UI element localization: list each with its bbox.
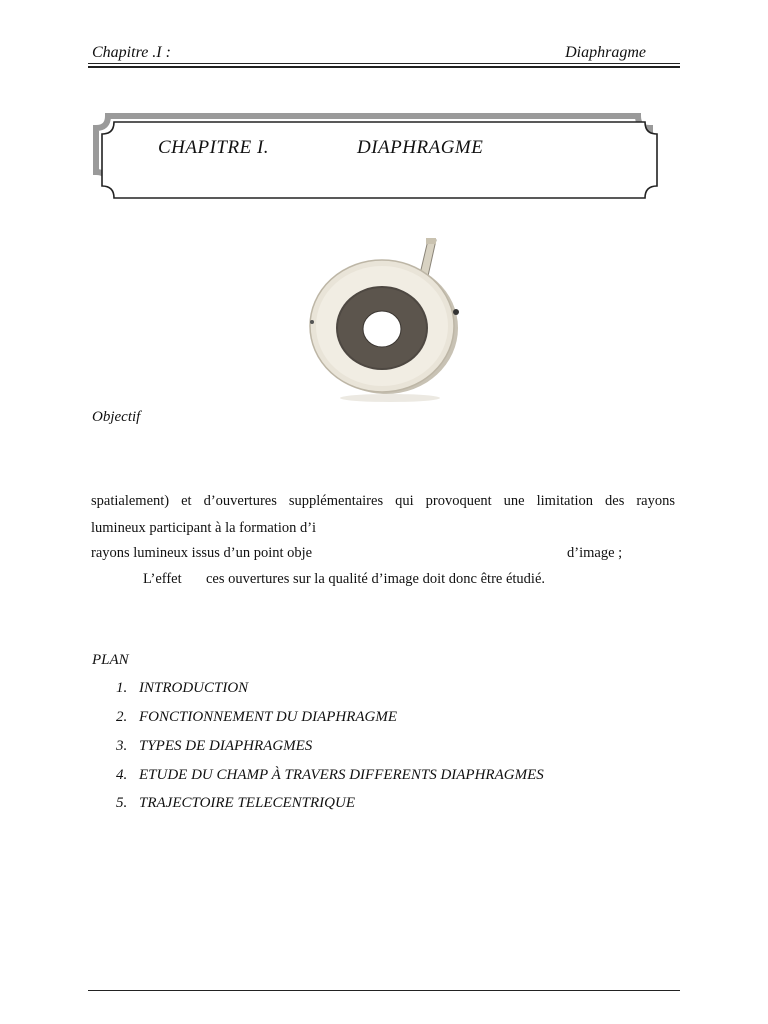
section-label-objectif: Objectif xyxy=(92,409,141,425)
plan-item xyxy=(116,709,397,726)
plan-item-number: 4. xyxy=(116,767,128,783)
plan-item xyxy=(116,767,544,784)
body-text-line: rayons lumineux issus d’un point obje xyxy=(91,545,313,561)
iris-diaphragm-photo xyxy=(300,232,470,409)
header-rule-thick xyxy=(88,66,680,68)
plan-item-number: 1. xyxy=(116,680,128,696)
body-text-line: spatialement) et d’ouvertures supplémentaires qui provoquent une limitation des rayons xyxy=(91,493,675,509)
header-chapter-label: Chapitre .I : xyxy=(92,44,171,61)
body-text-line: d’image ; xyxy=(567,545,623,561)
plan-item-label: INTRODUCTION xyxy=(139,680,249,696)
plan-item xyxy=(116,738,312,755)
header-topic-label: Diaphragme xyxy=(565,44,646,61)
plan-heading: PLAN xyxy=(92,652,129,668)
plan-item-number: 3. xyxy=(116,738,128,754)
body-text-line: ces ouvertures sur la qualité d’image doit donc être étudié. xyxy=(206,571,546,587)
chapter-number: CHAPITRE I. xyxy=(158,137,270,158)
body-text-line: L’effet xyxy=(143,571,182,587)
plan-item-label: ETUDE DU CHAMP À TRAVERS DIFFERENTS DIAPHRAGMES xyxy=(139,767,544,783)
plan-item-label: FONCTIONNEMENT DU DIAPHRAGME xyxy=(139,709,398,725)
plan-item-label: TRAJECTOIRE TELECENTRIQUE xyxy=(139,795,355,811)
plan-item-number: 5. xyxy=(116,795,128,811)
body-text-line: lumineux participant à la formation d’i xyxy=(91,520,317,536)
plan-item-label: TYPES DE DIAPHRAGMES xyxy=(139,738,313,754)
plan-item-number: 2. xyxy=(116,709,128,725)
header-rule-thin xyxy=(88,63,680,64)
plan-item xyxy=(116,680,248,697)
chapter-title: DIAPHRAGME xyxy=(357,137,484,158)
footer-rule xyxy=(88,990,680,991)
plan-item xyxy=(116,795,355,812)
